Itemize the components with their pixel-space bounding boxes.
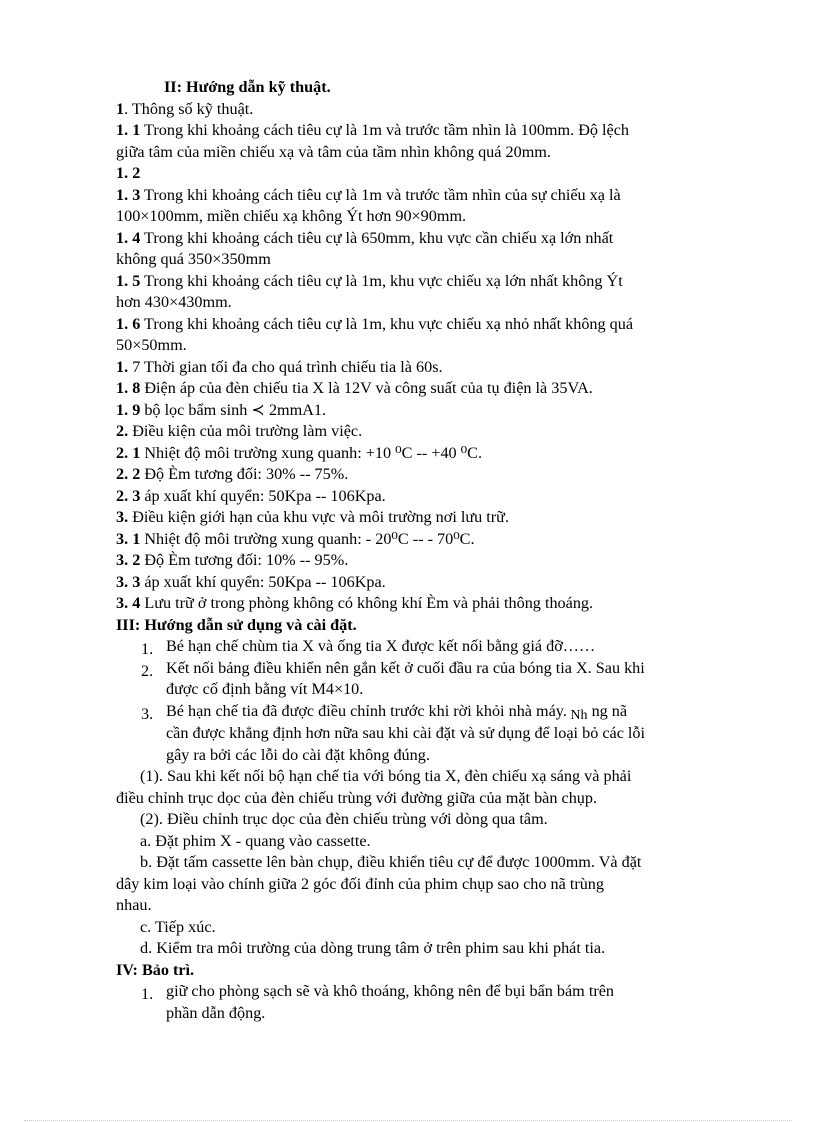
spec-item-line [116, 206, 736, 228]
step-line: nhau. [116, 896, 152, 914]
env-heading-text: Điều kiện của môi trường làm việc. [132, 422, 363, 440]
storage-heading-num: 3. [116, 508, 129, 526]
spec-item-num: 1. 6 [116, 314, 141, 333]
spec-item-line [116, 357, 736, 379]
spec-item-num: 1. [116, 357, 129, 376]
spec-item-text: hơn 430×430mm. [116, 293, 232, 311]
env-item-text: áp xuất khí quyển: 50Kpa -- 106Kpa. [144, 486, 386, 505]
storage-item-line [116, 593, 736, 615]
maint-item-num: 1. [141, 985, 154, 1003]
env-item-line [116, 464, 736, 486]
section-4-title: IV: Bảo trì. [116, 960, 195, 979]
maint-item-text: giữ cho phòng sạch sẽ và khô thoáng, không nên để bụi bẩn bám trên [166, 982, 614, 1000]
storage-item-num: 3. 3 [116, 572, 141, 591]
step-line: c. Tiếp xúc. [140, 917, 216, 936]
install-item-inline-tail: ng nã [587, 701, 628, 720]
env-heading [116, 421, 736, 443]
spec-item-num: 1. 9 [116, 400, 141, 419]
step-line: điều chỉnh trục dọc của đèn chiếu trùng với đường giữa của mặt bàn chụp. [116, 788, 598, 807]
env-item-num: 2. 2 [116, 465, 141, 483]
spec-item-text: Điện áp của đèn chiếu tia X là 12V và công suất của tụ điện là 35VA. [144, 379, 593, 397]
spec-item-line [116, 271, 736, 293]
spec-item-text: giữa tâm của miền chiếu xạ và tâm của tầm nhìn không quá 20mm. [116, 142, 551, 161]
specs-list [116, 120, 736, 421]
storage-item-line [116, 572, 736, 594]
spec-item-line [116, 292, 736, 314]
install-item-text: được cố định bằng vít M4×10. [166, 680, 364, 698]
spec-item-text: 50×50mm. [116, 336, 187, 354]
step-line: d. Kiểm tra môi trường của dòng trung tâm ở trên phim sau khi phát tia. [140, 939, 606, 957]
spec-item-num: 1. 2 [116, 164, 141, 182]
install-item-num: 1. [141, 640, 154, 658]
spec-item-line [116, 249, 736, 271]
env-item-num: 2. 1 [116, 443, 141, 462]
step-line: (2). Điều chỉnh trục dọc của đèn chiếu trùng với dòng qua tâm. [140, 810, 548, 828]
spec-item-text: 7 Thời gian tối đa cho quá trình chiếu tia là 60s. [132, 357, 443, 376]
spec-item-num: 1. 3 [116, 185, 141, 204]
specs-heading [116, 99, 736, 121]
spec-item-line [116, 314, 736, 336]
step-line: dây kim loại vào chính giữa 2 góc đối đỉnh của phim chụp sao cho nã trùng [116, 874, 604, 893]
specs-heading-num: 1 [116, 99, 125, 118]
spec-item-text: Trong khi khoảng cách tiêu cự là 1m, khu vực chiếu xạ nhỏ nhất không quá [144, 314, 634, 333]
spec-item-num: 1. 5 [116, 271, 141, 290]
spec-item-num: 1. 8 [116, 379, 141, 397]
storage-list [116, 529, 736, 615]
storage-item-num: 3. 1 [116, 529, 141, 548]
spec-item-text: Trong khi khoảng cách tiêu cự là 650mm, khu vực cần chiếu xạ lớn nhất [144, 228, 614, 247]
spec-item-line [116, 335, 736, 357]
storage-item-text: Độ Èm tương đối: 10% -- 95%. [144, 551, 349, 569]
install-item-text: Kết nối bảng điều khiển nên gắn kết ở cuối đầu ra của bóng tia X. Sau khi [166, 658, 645, 677]
install-item-inline-small: Nh [566, 707, 588, 723]
env-item-text: Độ Èm tương đối: 30% -- 75%. [144, 465, 349, 483]
storage-item-num: 3. 2 [116, 551, 141, 569]
install-item-text: Bé hạn chế chùm tia X và ống tia X được kết nối bằng giá đỡ…… [166, 637, 596, 655]
specs-heading-text: . Thông số kỹ thuật. [124, 99, 254, 118]
storage-item-text: Nhiệt độ môi trường xung quanh: - 20⁰C -- - 70⁰C. [144, 529, 475, 548]
storage-item-text: Lưu trữ ở trong phòng không có không khí Èm và phải thông thoáng. [144, 594, 594, 612]
spec-item-text: bộ lọc bẩm sinh ≺ 2mmA1. [144, 400, 327, 419]
env-item-text: Nhiệt độ môi trường xung quanh: +10 ⁰C -- +40 ⁰C. [144, 443, 483, 462]
step-line: (1). Sau khi kết nối bộ hạn chế tia với bóng tia X, đèn chiếu xạ sáng và phải [140, 767, 632, 785]
install-item-text: cần được khẳng định hơn nữa sau khi cài đặt và sử dụng để loại bỏ các lỗi [166, 724, 646, 742]
install-item-num: 3. [141, 704, 154, 723]
install-item-num: 2. [141, 661, 154, 680]
spec-item-text: 100×100mm, miền chiếu xạ không Ýt hơn 90×90mm. [116, 207, 467, 225]
page-bottom-divider [24, 1120, 792, 1121]
section-2-title: II: Hướng dẫn kỹ thuật. [164, 78, 331, 96]
spec-item-line [116, 163, 736, 185]
env-list [116, 443, 736, 508]
env-item-line [116, 486, 736, 508]
spec-item-line [116, 185, 736, 207]
storage-item-text: áp xuất khí quyển: 50Kpa -- 106Kpa. [144, 572, 386, 591]
spec-item-text: không quá 350×350mm [116, 250, 271, 268]
steps-list [116, 766, 736, 960]
storage-item-line [116, 529, 736, 551]
storage-heading-text: Điều kiện giới hạn của khu vực và môi trường nơi lưu trữ. [132, 508, 509, 526]
install-item [116, 636, 736, 658]
install-item-text: gây ra bởi các lỗi do cài đặt không đúng. [166, 745, 430, 764]
spec-item-line [116, 378, 736, 400]
env-item-num: 2. 3 [116, 486, 141, 505]
install-item [116, 658, 736, 701]
spec-item-text: Trong khi khoảng cách tiêu cự là 1m và trước tầm nhìn của sự chiếu xạ là [144, 185, 621, 204]
maint-item [116, 981, 736, 1024]
spec-item-line [116, 228, 736, 250]
spec-item-text: Trong khi khoảng cách tiêu cự là 1m, khu vực chiếu xạ lớn nhất không Ýt [144, 271, 623, 290]
maint-item-text: phần dẫn động. [166, 1003, 266, 1022]
storage-item-line [116, 550, 736, 572]
env-item-line [116, 443, 736, 465]
maint-list [116, 981, 736, 1024]
spec-item-line [116, 400, 736, 422]
install-item [116, 701, 736, 767]
spec-item-line [116, 120, 736, 142]
document-body [116, 77, 736, 1024]
storage-heading [116, 507, 736, 529]
spec-item-text: Trong khi khoảng cách tiêu cự là 1m và trước tầm nhìn là 100mm. Độ lệch [144, 121, 629, 139]
step-line: a. Đặt phim X - quang vào cassette. [140, 831, 371, 850]
install-item-text: Bé hạn chế tia đã được điều chỉnh trước khi rời khỏi nhà máy. Nh ng nã [166, 701, 628, 723]
install-list [116, 636, 736, 766]
spec-item-line [116, 142, 736, 164]
section-3-title: III: Hướng dẫn sử dụng và cài đặt. [116, 615, 357, 634]
spec-item-num: 1. 1 [116, 121, 141, 139]
step-line: b. Đặt tấm cassette lên bàn chụp, điều khiển tiêu cự để được 1000mm. Và đặt [140, 853, 642, 871]
storage-item-num: 3. 4 [116, 594, 141, 612]
env-heading-num: 2. [116, 422, 129, 440]
spec-item-num: 1. 4 [116, 228, 141, 247]
